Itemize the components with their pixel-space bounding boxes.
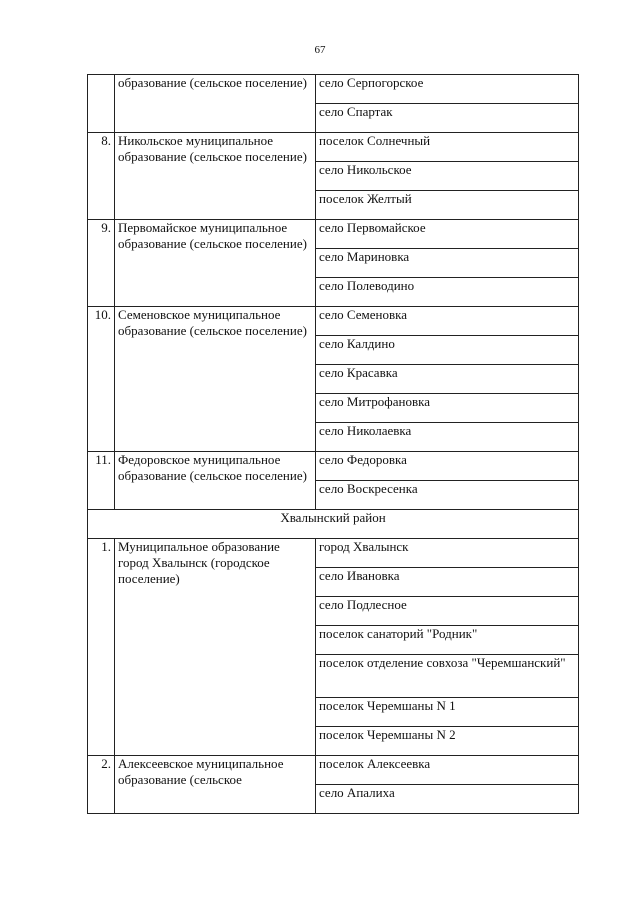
settlement-name: село Красавка bbox=[316, 365, 579, 394]
settlement-name: село Первомайское bbox=[316, 220, 579, 249]
settlement-name: село Ивановка bbox=[316, 568, 579, 597]
settlement-name: село Калдино bbox=[316, 336, 579, 365]
settlement-name: село Никольское bbox=[316, 162, 579, 191]
row-number: 8. bbox=[88, 133, 115, 220]
municipality-name: Никольское муниципальное образование (сельское поселение) bbox=[115, 133, 316, 220]
settlement-name: село Апалиха bbox=[316, 785, 579, 814]
row-number: 9. bbox=[88, 220, 115, 307]
settlement-name: село Мариновка bbox=[316, 249, 579, 278]
table-row bbox=[88, 756, 579, 785]
table-row bbox=[88, 75, 579, 104]
settlement-name: село Воскресенка bbox=[316, 481, 579, 510]
page-number: 67 bbox=[314, 44, 326, 56]
table-row bbox=[88, 133, 579, 162]
row-number: 1. bbox=[88, 539, 115, 756]
settlements-table bbox=[87, 74, 579, 814]
district-row bbox=[88, 510, 579, 539]
district-heading: Хвалынский район bbox=[88, 510, 579, 539]
settlement-name: село Федоровка bbox=[316, 452, 579, 481]
row-number: 11. bbox=[88, 452, 115, 510]
municipality-name: образование (сельское поселение) bbox=[115, 75, 316, 133]
table-row bbox=[88, 452, 579, 481]
table-row bbox=[88, 539, 579, 568]
settlement-name: село Николаевка bbox=[316, 423, 579, 452]
municipality-name: Первомайское муниципальное образование (сельское поселение) bbox=[115, 220, 316, 307]
settlement-name: поселок санаторий "Родник" bbox=[316, 626, 579, 655]
municipality-name: Семеновское муниципальное образование (сельское поселение) bbox=[115, 307, 316, 452]
settlement-name: поселок Черемшаны N 2 bbox=[316, 727, 579, 756]
settlement-name: село Полеводино bbox=[316, 278, 579, 307]
settlement-name: село Подлесное bbox=[316, 597, 579, 626]
settlement-name: поселок Черемшаны N 1 bbox=[316, 698, 579, 727]
settlement-name: поселок Солнечный bbox=[316, 133, 579, 162]
row-number: 10. bbox=[88, 307, 115, 452]
settlement-name: село Митрофановка bbox=[316, 394, 579, 423]
settlement-name: село Семеновка bbox=[316, 307, 579, 336]
settlement-name: город Хвалынск bbox=[316, 539, 579, 568]
settlement-name: поселок отделение совхоза "Черемшанский" bbox=[316, 655, 579, 698]
municipality-name: Федоровское муниципальное образование (сельское поселение) bbox=[115, 452, 316, 510]
settlement-name: село Серпогорское bbox=[316, 75, 579, 104]
settlement-name: село Спартак bbox=[316, 104, 579, 133]
settlement-name: поселок Желтый bbox=[316, 191, 579, 220]
municipality-name: Муниципальное образование город Хвалынск (городское поселение) bbox=[115, 539, 316, 756]
table-row bbox=[88, 220, 579, 249]
row-number: 2. bbox=[88, 756, 115, 814]
settlement-name: поселок Алексеевка bbox=[316, 756, 579, 785]
table-row bbox=[88, 307, 579, 336]
table-body bbox=[88, 75, 579, 814]
row-number bbox=[88, 75, 115, 133]
municipality-name: Алексеевское муниципальное образование (сельское bbox=[115, 756, 316, 814]
